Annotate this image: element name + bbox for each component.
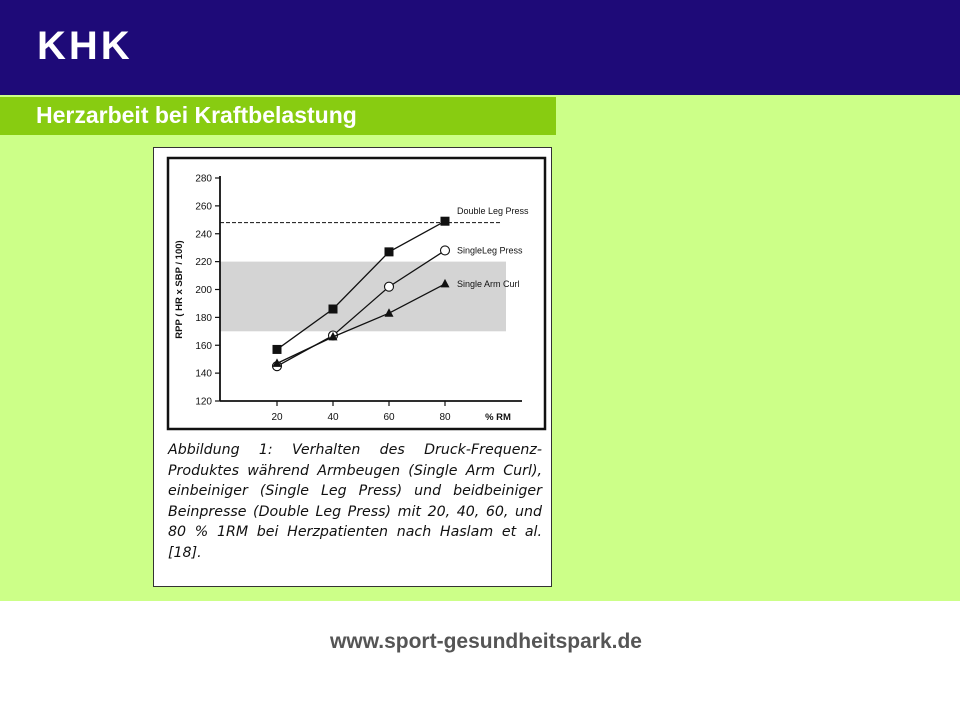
data-point-circle (441, 246, 450, 255)
series-label: SingleLeg Press (457, 245, 523, 256)
y-tick-label: 120 (195, 396, 212, 408)
y-tick-label: 140 (195, 368, 212, 380)
data-point-square (273, 345, 282, 354)
data-point-square (441, 217, 450, 226)
y-tick-label: 280 (195, 173, 212, 185)
y-tick-label: 240 (195, 229, 212, 241)
x-tick-label: 40 (327, 412, 339, 423)
y-tick-label: 220 (195, 257, 212, 269)
x-tick-label: 60 (383, 412, 395, 423)
series-label: Single Arm Curl (457, 278, 520, 289)
data-point-square (385, 247, 394, 256)
y-axis-label: RPP ( HR x SBP / 100) (174, 240, 185, 339)
y-tick-label: 260 (195, 201, 212, 213)
slide-title: Herzarbeit bei Kraftbelastung (36, 102, 357, 128)
chart (154, 148, 551, 438)
figure (153, 147, 552, 587)
footer-url[interactable]: www.sport-gesundheitspark.de (330, 630, 642, 653)
logo: KHK (37, 24, 133, 68)
y-tick-label: 180 (195, 312, 212, 324)
data-point-circle (385, 282, 394, 291)
data-point-square (329, 305, 338, 314)
shaded-band (220, 262, 506, 332)
x-axis-label: % RM (485, 412, 511, 423)
y-tick-label: 200 (195, 285, 212, 296)
x-tick-label: 20 (271, 412, 283, 423)
header-bar (0, 0, 960, 95)
figure-caption: Abbildung 1: Verhalten des Druck-Frequenz-Produktes während Armbeugen (Single Arm Curl), einbeiniger (Single Leg Press) und beidbeiniger Beinpresse (Double Leg Press) mit 20, 40, 60, und 80 % 1RM bei Herzpatienten nach Haslam et al. [18]. (168, 442, 542, 561)
series-label: Double Leg Press (457, 206, 529, 217)
y-tick-label: 160 (195, 340, 212, 352)
x-tick-label: 80 (439, 412, 451, 423)
